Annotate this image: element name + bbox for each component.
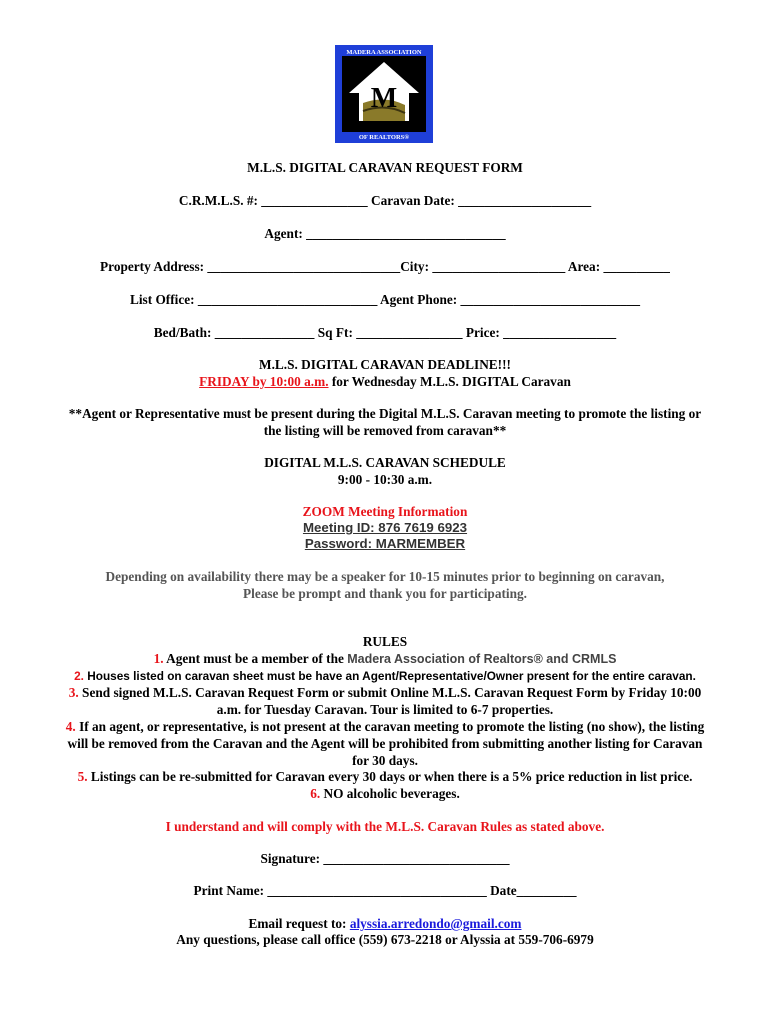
rule-6-number: 6. <box>310 786 321 801</box>
rule-3-number: 3. <box>68 685 79 700</box>
rule-1 <box>0 650 770 668</box>
logo-top-text: MADERA ASSOCIATION <box>346 49 422 56</box>
deadline-line <box>0 373 770 390</box>
rule-4-line-3: for 30 days. <box>352 753 418 768</box>
bed-sqft-price-field[interactable]: Bed/Bath: _______________ Sq Ft: ________________ Price: _________________ <box>153 325 617 340</box>
rule-5 <box>0 768 770 785</box>
agreement-statement: I understand and will comply with the M.L.S. Caravan Rules as stated above. <box>165 819 605 834</box>
rule-3-line-1 <box>0 684 770 701</box>
speaker-line-1: Depending on availability there may be a speaker for 10-15 minutes prior to beginning on caravan, <box>105 569 665 584</box>
deadline-rest: for Wednesday M.L.S. DIGITAL Caravan <box>328 374 571 389</box>
schedule-heading: DIGITAL M.L.S. CARAVAN SCHEDULE <box>264 455 506 470</box>
questions-line: Any questions, please call office (559) 673-2218 or Alyssia at 559-706-6979 <box>176 932 594 947</box>
rule-4-line-1 <box>0 718 770 735</box>
zoom-meeting-id: Meeting ID: 876 7619 6923 <box>302 520 468 535</box>
madera-association-logo <box>335 45 433 143</box>
email-label: Email request to: <box>248 916 350 931</box>
speaker-line-2: Please be prompt and thank you for participating. <box>243 586 527 601</box>
rule-2 <box>0 667 770 685</box>
rule-1-number: 1. <box>153 651 164 666</box>
rule-4-line-2: will be removed from the Caravan and the Agent will be prohibited from submitting another listing for Caravan <box>67 736 703 751</box>
rule-3-line-2: a.m. for Tuesday Caravan. Tour is limited to 6-7 properties. <box>216 702 554 717</box>
zoom-heading: ZOOM Meeting Information <box>302 504 468 519</box>
rule-3-text-1: Send signed M.L.S. Caravan Request Form or submit Online M.L.S. Caravan Request Form by Friday 10:00 <box>78 685 702 700</box>
email-link[interactable]: alyssia.arredondo@gmail.com <box>349 916 522 931</box>
signature-field[interactable]: Signature: ____________________________ <box>260 851 510 866</box>
property-address-field[interactable]: Property Address: _____________________________City: ____________________ Area: __________ <box>100 259 670 274</box>
deadline-time: FRIDAY by 10:00 a.m. <box>199 374 329 389</box>
rule-1-org: Madera Association of Realtors® and CRMLS <box>347 652 617 666</box>
agent-field[interactable]: Agent: ______________________________ <box>264 226 506 241</box>
rule-2-text: Houses listed on caravan sheet must be have an Agent/Representative/Owner present for the entire caravan. <box>83 669 696 683</box>
rule-1-text: Agent must be a member of the <box>163 651 348 666</box>
deadline-heading: M.L.S. DIGITAL CARAVAN DEADLINE!!! <box>259 357 511 372</box>
rules-heading: RULES <box>362 634 408 649</box>
email-request-line <box>0 915 770 932</box>
rule-4-text-1: If an agent, or representative, is not present at the caravan meeting to promote the listing (no show), the listing <box>75 719 705 734</box>
list-office-phone-field[interactable]: List Office: ___________________________ Agent Phone: ___________________________ <box>129 292 641 307</box>
form-title: M.L.S. DIGITAL CARAVAN REQUEST FORM <box>247 160 523 175</box>
print-name-date-field[interactable]: Print Name: _________________________________ Date_________ <box>193 883 577 898</box>
logo-graphic <box>335 45 433 143</box>
notice-line-1: **Agent or Representative must be present during the Digital M.L.S. Caravan meeting to promote the listing or <box>68 406 702 421</box>
rule-5-text: Listings can be re-submitted for Caravan every 30 days or when there is a 5% price reduction in list price. <box>87 769 693 784</box>
rule-4-number: 4. <box>65 719 76 734</box>
crmls-caravan-date-field[interactable]: C.R.M.L.S. #: ________________ Caravan Date: ____________________ <box>178 193 592 208</box>
notice-line-2: the listing will be removed from caravan** <box>263 423 507 438</box>
rule-2-number: 2. <box>74 669 84 683</box>
logo-bottom-text: OF REALTORS® <box>358 134 410 141</box>
rule-6-text: NO alcoholic beverages. <box>320 786 460 801</box>
schedule-time: 9:00 - 10:30 a.m. <box>337 472 433 487</box>
rule-6 <box>0 785 770 802</box>
zoom-password: Password: MARMEMBER <box>304 536 466 551</box>
rule-5-number: 5. <box>77 769 88 784</box>
logo-letter: M <box>370 83 398 114</box>
